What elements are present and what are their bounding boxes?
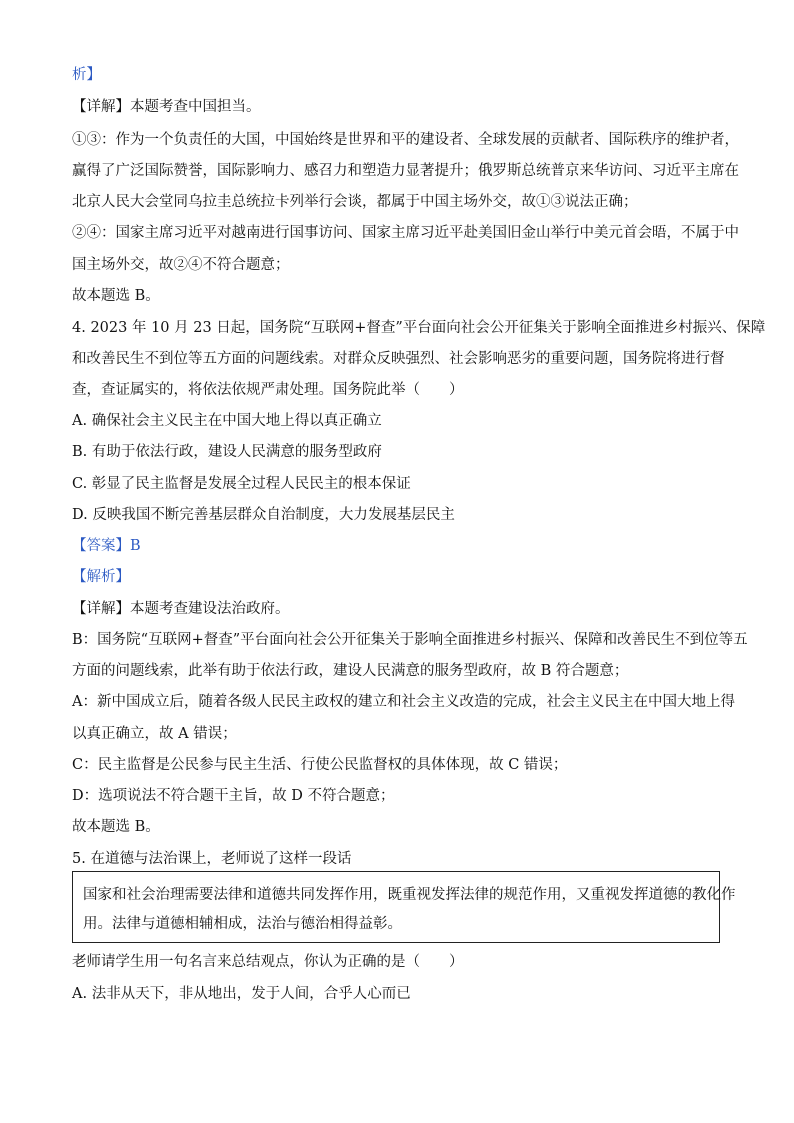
q4-conclusion: 故本题选 B。 bbox=[72, 819, 160, 835]
q4-answer: 【答案】B bbox=[72, 538, 141, 554]
q3-conclusion: 故本题选 B。 bbox=[72, 288, 160, 304]
quote-box bbox=[72, 871, 736, 943]
q4-detail-intro: 【详解】本题考查建设法治政府。 bbox=[72, 601, 290, 617]
q4-detail-line-6: D：选项说法不符合题干主旨，故 D 不符合题意； bbox=[72, 788, 395, 804]
detail-q3-line-2: 赢得了广泛国际赞誉，国际影响力、感召力和塑造力显著提升；俄罗斯总统普京来华访问、习近平主席在 bbox=[72, 163, 739, 179]
q4-detail-line-4: 以真正确立，故 A 错误； bbox=[72, 726, 237, 742]
question-4-line-2: 和改善民生不到位等五方面的问题线索。对群众反映强烈、社会影响恶劣的重要问题，国务院将进行督 bbox=[72, 351, 725, 367]
q4-detail-line-1: B：国务院“互联网+督查”平台面向社会公开征集关于影响全面推进乡村振兴、保障和改善民生不到位等五 bbox=[72, 632, 748, 648]
question-4-line-1: 4. 2023 年 10 月 23 日起，国务院“互联网+督查”平台面向社会公开征集关于影响全面推进乡村振兴、保障 bbox=[72, 320, 766, 336]
q4-option-c: C. 彰显了民主监督是发展全过程人民民主的根本保证 bbox=[72, 476, 411, 492]
q4-option-d: D. 反映我国不断完善基层群众自治制度，大力发展基层民主 bbox=[72, 507, 455, 523]
q5-option-a: A. 法非从天下，非从地出，发于人间，合乎人心而已 bbox=[72, 986, 411, 1002]
question-5-prompt: 老师请学生用一句名言来总结观点，你认为正确的是（ ） bbox=[72, 954, 464, 970]
detail-q3-line-4: ②④：国家主席习近平对越南进行国事访问、国家主席习近平赴美国旧金山举行中美元首会晤，不属于中 bbox=[72, 225, 739, 241]
detail-q3-line-1: ①③：作为一个负责任的大国，中国始终是世界和平的建设者、全球发展的贡献者、国际秩序的维护者， bbox=[72, 132, 739, 148]
q4-option-b: B. 有助于依法行政，建设人民满意的服务型政府 bbox=[72, 444, 382, 460]
q4-option-a: A. 确保社会主义民主在中国大地上得以真正确立 bbox=[72, 413, 382, 429]
question-5-stem: 5. 在道德与法治课上，老师说了这样一段话 bbox=[72, 851, 352, 867]
quote-line-1: 国家和社会治理需要法律和道德共同发挥作用，既重视发挥法律的规范作用，又重视发挥道德的教化作 bbox=[83, 887, 736, 903]
quote-line-2: 用。法律与道德相辅相成，法治与德治相得益彰。 bbox=[83, 916, 402, 932]
question-4-line-3: 查，查证属实的，将依法依规严肃处理。国务院此举（ ） bbox=[72, 382, 464, 398]
q4-detail-line-2: 方面的问题线索，此举有助于依法行政，建设人民满意的服务型政府，故 B 符合题意； bbox=[72, 663, 629, 679]
q4-analysis-tag: 【解析】 bbox=[72, 569, 130, 585]
analysis-tag-fragment: 析】 bbox=[72, 67, 101, 83]
detail-q3-line-3: 北京人民大会堂同乌拉圭总统拉卡列举行会谈，都属于中国主场外交，故①③说法正确； bbox=[72, 194, 638, 210]
detail-q3-intro: 【详解】本题考查中国担当。 bbox=[72, 99, 261, 115]
q4-detail-line-3: A：新中国成立后，随着各级人民民主政权的建立和社会主义改造的完成，社会主义民主在中国大地上得 bbox=[72, 694, 735, 710]
q4-detail-line-5: C：民主监督是公民参与民主生活、行使公民监督权的具体体现，故 C 错误； bbox=[72, 757, 568, 773]
detail-q3-line-5: 国主场外交，故②④不符合题意； bbox=[72, 257, 290, 273]
